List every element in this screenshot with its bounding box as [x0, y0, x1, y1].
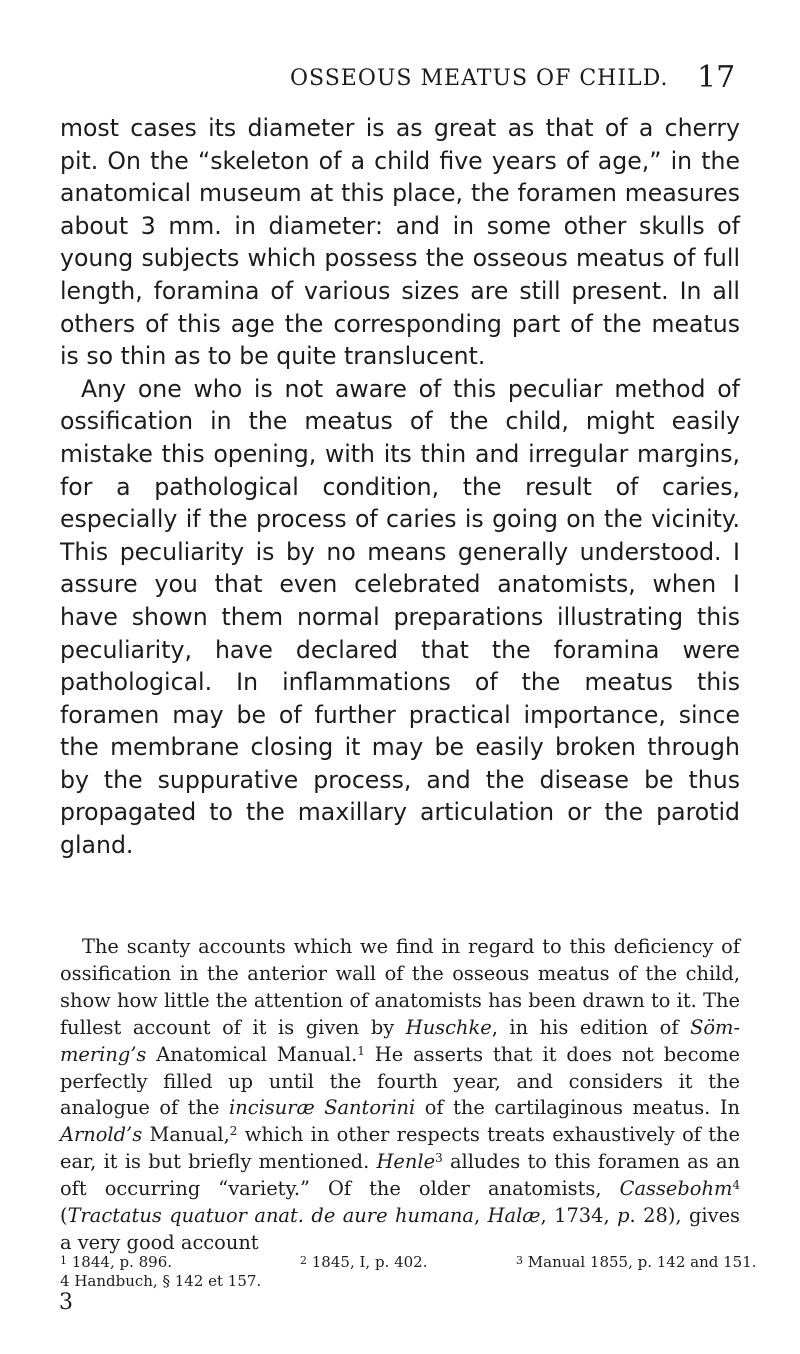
author-name-henle: Henle: [376, 1150, 436, 1174]
footnote-number: 2: [300, 1254, 307, 1267]
author-name-arnold: Arnold’s: [60, 1123, 143, 1147]
paragraph: most cases its diameter is as great as that of a cherry pit. On the “skeleton of a child five years of age,” in the anatomical museum at this place, the foramen measures about 3 mm. in diameter: and in some other skulls of young subjects which possess the osseous meatus of full length, foramina of various sizes are still present. In all others of this age the corresponding part of the meatus is so thin as to be quite translucent.: [60, 114, 740, 371]
running-head: [0, 60, 800, 100]
footnote-text: Manual 1855, p. 142 and 151.: [523, 1253, 757, 1271]
notes-text: of the cartilaginous meatus. In: [415, 1096, 740, 1120]
signature-mark: 3: [59, 1290, 73, 1315]
footnote-number: 1: [60, 1254, 67, 1267]
footnote-text: Handbuch, § 142 et 157.: [69, 1272, 262, 1290]
author-name-sommering: Sömmering’s: [60, 1015, 740, 1066]
notes-text: , 1734,: [540, 1204, 618, 1228]
notes-text: (: [60, 1204, 68, 1228]
notes-text: . 28), gives a very good account: [60, 1204, 741, 1254]
footnote-ref: 1: [357, 1043, 365, 1058]
running-title: OSSEOUS MEATUS OF CHILD.: [290, 66, 669, 91]
footnote-number: 3: [516, 1254, 523, 1267]
paragraph: Any one who is not aware of this peculiar method of ossification in the meatus of the child, might easily mistake this opening, with its thin and irregular margins, for a pathological condition, the result of caries, especially if the process of caries is going on the vicinity. This peculiarity is by no means generally understood. I assure you that even celebrated anatomists, when I have shown them normal preparations illustrating this peculiarity, have declared that the foramina were pathological. In inflammations of the meatus this foramen may be of further practical importance, since the membrane closing it may be easily broken through by the suppurative process, and the disease be thus propagated to the maxillary articulation or the parotid gland.: [60, 374, 740, 860]
footnote-number: 4: [60, 1272, 70, 1290]
author-name-huschke: Huschke: [405, 1015, 492, 1039]
footnote-text: 1844, p. 896.: [67, 1253, 173, 1271]
footnote-ref: 4: [732, 1178, 740, 1193]
footnote-ref: 3: [435, 1151, 443, 1166]
notes-text: He asserts that it does not become perfectly filled up until the fourth year, and considers it the analogue of the: [60, 1042, 740, 1120]
notes-text: which in other respects treats exhaustively of the ear, it is but briefly mentioned.: [60, 1123, 740, 1174]
notes-paragraph: [60, 934, 740, 1257]
footnote-row: [60, 1271, 740, 1292]
footnote-4: [60, 1271, 261, 1292]
page-number: 17: [697, 60, 736, 95]
footnote-ref: 2: [229, 1124, 238, 1139]
place-name-halae: Halæ: [487, 1204, 541, 1228]
notes-text: Anatomical Manual.: [146, 1042, 358, 1066]
footnote-3: [516, 1250, 757, 1273]
work-title-tractatus: Tractatus quatuor anat. de aure humana: [67, 1204, 474, 1228]
notes-text: ,: [473, 1204, 488, 1228]
notes-text: alludes to this foramen as an oft occurring “variety.” Of the older anatomists,: [60, 1150, 740, 1201]
page-abbrev: p: [617, 1204, 630, 1228]
footnote-1: [60, 1250, 172, 1273]
term-incisurae-santorini: incisuræ Santorini: [229, 1096, 416, 1120]
footnotes: [60, 1250, 757, 1292]
notes-text: Manual,: [142, 1123, 230, 1147]
footnote-row: [60, 1250, 757, 1271]
footnote-2: [300, 1250, 427, 1273]
author-name-cassebohm: Cassebohm: [619, 1177, 733, 1201]
footnote-text: 1845, I, p. 402.: [307, 1253, 428, 1271]
notes-text: , in his edition of: [491, 1015, 691, 1039]
main-text: [60, 112, 740, 862]
notes-text: The scanty accounts which we find in regard to this deficiency of ossification in the anterior wall of the osseous meatus of the child, show how little the attention of anatomists has been drawn to it. The fullest account of it is given by: [60, 935, 740, 1039]
